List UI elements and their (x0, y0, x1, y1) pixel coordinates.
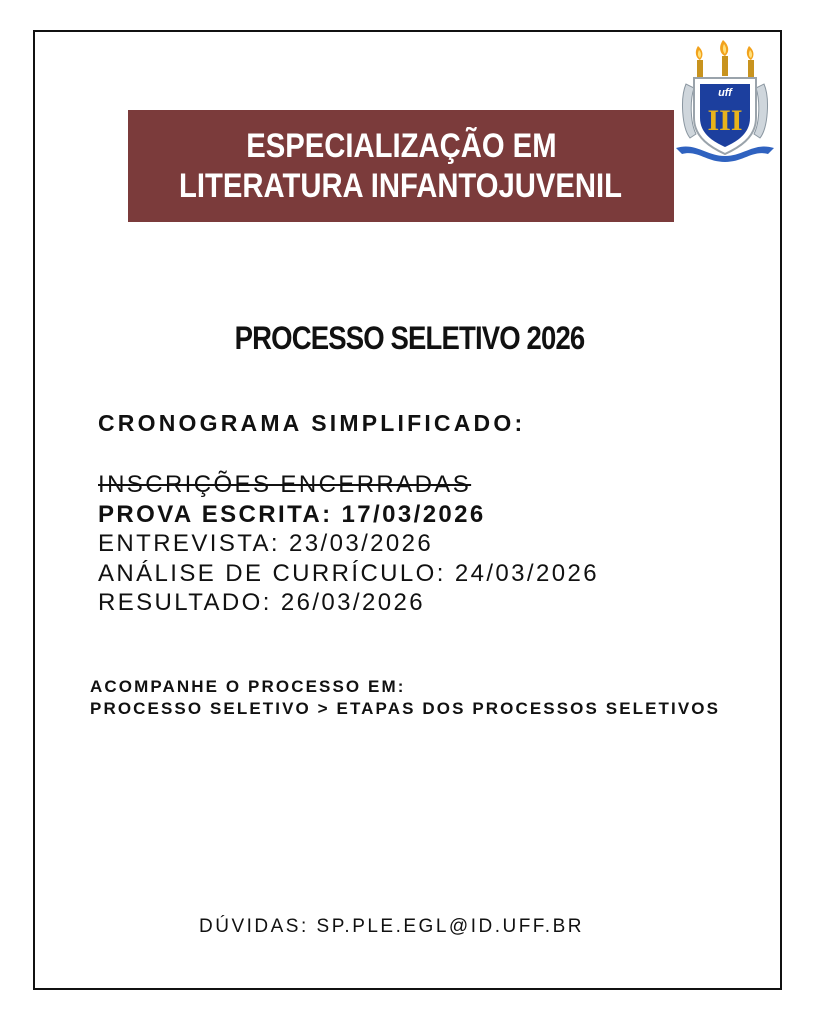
banner-line-2: LITERATURA INFANTOJUVENIL (179, 167, 623, 205)
schedule-item-cv-analysis: ANÁLISE DE CURRÍCULO: 24/03/2026 (98, 559, 599, 587)
schedule-item-result: RESULTADO: 26/03/2026 (98, 589, 425, 616)
schedule-item-registration: INSCRIÇÕES ENCERRADAS (98, 471, 472, 498)
page-title: PROCESSO SELETIVO 2026 (234, 320, 585, 356)
follow-line-2: PROCESSO SELETIVO > ETAPAS DOS PROCESSOS SELETIVOS (90, 699, 721, 718)
crest-label: uff (718, 87, 732, 99)
schedule-list (98, 470, 599, 618)
follow-line-1: ACOMPANHE O PROCESSO EM: (90, 677, 406, 696)
follow-info (90, 676, 720, 720)
schedule-item-written-exam: PROVA ESCRITA: 17/03/2026 (98, 500, 486, 528)
course-banner (128, 110, 674, 222)
schedule-heading: CRONOGRAMA SIMPLIFICADO: (98, 410, 526, 436)
schedule-item-interview: ENTREVISTA: 23/03/2026 (98, 530, 434, 557)
banner-line-1: ESPECIALIZAÇÃO EM (245, 127, 557, 165)
torch-icon (696, 46, 703, 78)
torch-icon (747, 46, 754, 78)
university-crest-icon (676, 38, 774, 162)
crest-numeral: III (707, 104, 743, 137)
contact-email: DÚVIDAS: SP.PLE.EGL@ID.UFF.BR (199, 916, 584, 937)
torch-icon (720, 40, 728, 76)
